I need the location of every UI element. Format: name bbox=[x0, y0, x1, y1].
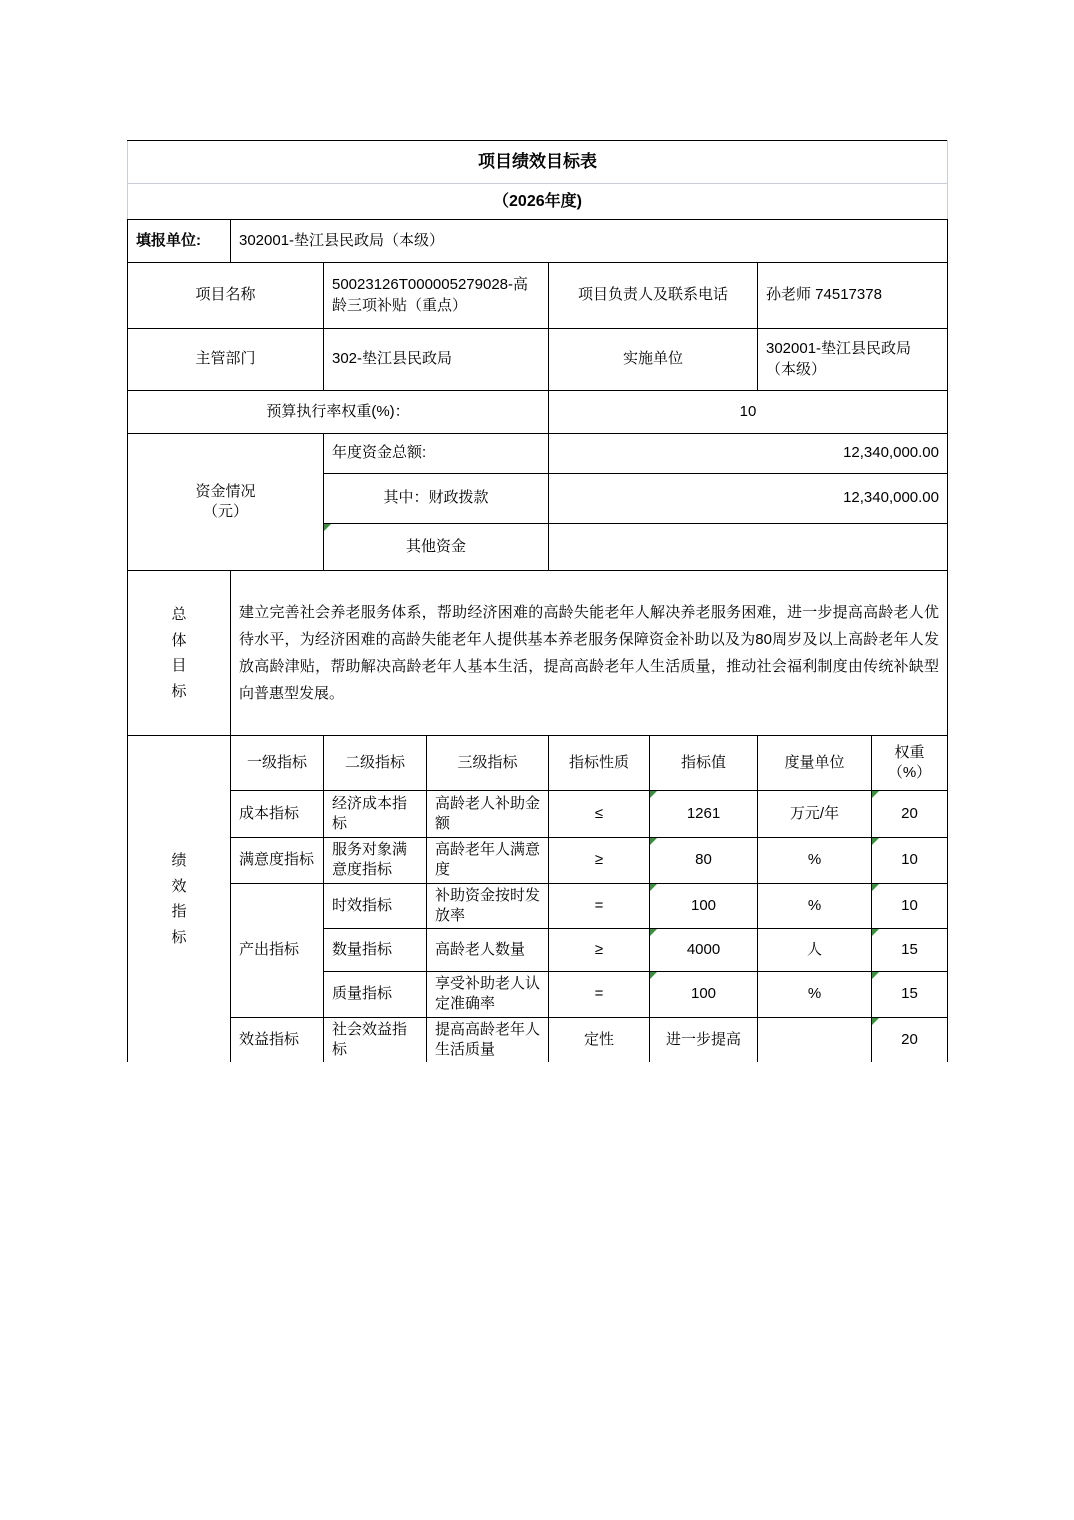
cell-note-marker-icon bbox=[650, 972, 657, 979]
indicators-group-label-text: 绩效指标 bbox=[171, 852, 187, 946]
cell-note-marker-icon bbox=[872, 884, 879, 891]
page-title: 项目绩效目标表 bbox=[128, 141, 948, 184]
indicator-value-text: 100 bbox=[690, 896, 717, 914]
indicator-nature: 定性 bbox=[549, 1017, 650, 1062]
indicator-nature: ≥ bbox=[549, 929, 650, 972]
indicator-nature: ≥ bbox=[549, 838, 650, 884]
funds-group-label-line1: 资金情况 bbox=[195, 482, 256, 500]
indicator-level2: 经济成本指标 bbox=[324, 791, 427, 838]
indicator-unit: 万元/年 bbox=[758, 791, 872, 838]
indicator-weight-text: 10 bbox=[901, 851, 918, 869]
department-label: 主管部门 bbox=[128, 329, 324, 391]
col-header-value: 指标值 bbox=[650, 736, 758, 791]
indicator-value bbox=[650, 972, 758, 1018]
indicator-value: 进一步提高 bbox=[650, 1017, 758, 1062]
indicator-level1: 产出指标 bbox=[231, 883, 324, 1017]
cell-note-marker-icon bbox=[872, 929, 879, 936]
col-header-unit: 度量单位 bbox=[758, 736, 872, 791]
table-row bbox=[128, 883, 948, 929]
funds-fiscal-label: 其中：财政拨款 bbox=[324, 474, 549, 524]
indicator-level1: 效益指标 bbox=[231, 1017, 324, 1062]
col-header-level3: 三级指标 bbox=[427, 736, 549, 791]
indicator-weight-text: 15 bbox=[901, 940, 918, 958]
project-name-label: 项目名称 bbox=[128, 263, 324, 329]
indicator-nature: = bbox=[549, 883, 650, 929]
indicator-level1: 满意度指标 bbox=[231, 838, 324, 884]
table-row bbox=[128, 838, 948, 884]
implement-unit-label: 实施单位 bbox=[549, 329, 758, 391]
cell-note-marker-icon bbox=[650, 929, 657, 936]
indicator-unit: % bbox=[758, 838, 872, 884]
cell-note-marker-icon bbox=[650, 884, 657, 891]
indicator-level3: 补助资金按时发放率 bbox=[427, 883, 549, 929]
indicator-level3: 高龄老人数量 bbox=[427, 929, 549, 972]
indicator-weight bbox=[872, 791, 948, 838]
indicator-value bbox=[650, 929, 758, 972]
indicator-level3: 享受补助老人认定准确率 bbox=[427, 972, 549, 1018]
indicator-weight bbox=[872, 929, 948, 972]
cell-note-marker-icon bbox=[872, 1018, 879, 1025]
cell-note-marker-icon bbox=[872, 972, 879, 979]
funds-other-value bbox=[549, 524, 948, 571]
table-row bbox=[128, 791, 948, 838]
indicator-weight-text: 20 bbox=[901, 804, 918, 822]
budget-weight-label: 预算执行率权重(%)： bbox=[128, 391, 549, 434]
indicator-unit bbox=[758, 1017, 872, 1062]
indicator-value-text: 100 bbox=[690, 985, 717, 1003]
performance-target-table bbox=[127, 140, 948, 1062]
cell-note-marker-icon bbox=[324, 524, 331, 531]
report-unit-value: 302001-垫江县民政局（本级） bbox=[231, 220, 948, 263]
indicator-weight bbox=[872, 972, 948, 1018]
indicator-nature: ≤ bbox=[549, 791, 650, 838]
overall-goal-text: 建立完善社会养老服务体系，帮助经济困难的高龄失能老年人解决养老服务困难，进一步提高高龄老人优待水平，为经济困难的高龄失能老年人提供基本养老服务保障资金补助以及为80周岁及以上高龄老年人发放高龄津贴，帮助解决高龄老年人基本生活，提高高龄老年人生活质量，推动社会福利制度由传统补缺型向普惠型发展。 bbox=[231, 571, 948, 736]
indicator-value bbox=[650, 883, 758, 929]
cell-note-marker-icon bbox=[650, 791, 657, 798]
report-unit-label: 填报单位: bbox=[128, 220, 231, 263]
indicator-weight bbox=[872, 838, 948, 884]
funds-fiscal-value: 12,340,000.00 bbox=[549, 474, 948, 524]
overall-goal-label-text: 总体目标 bbox=[171, 606, 187, 700]
funds-total-label: 年度资金总额: bbox=[324, 434, 549, 474]
overall-goal-label bbox=[128, 571, 231, 736]
cell-note-marker-icon bbox=[650, 838, 657, 845]
project-leader-value: 孙老师 74517378 bbox=[758, 263, 948, 329]
budget-weight-value: 10 bbox=[549, 391, 948, 434]
indicator-weight-text: 20 bbox=[901, 1030, 918, 1048]
col-header-level2: 二级指标 bbox=[324, 736, 427, 791]
implement-unit-value: 302001-垫江县民政局（本级） bbox=[758, 329, 948, 391]
indicator-unit: % bbox=[758, 972, 872, 1018]
indicator-value-text: 1261 bbox=[686, 804, 721, 822]
indicator-unit: 人 bbox=[758, 929, 872, 972]
funds-total-value: 12,340,000.00 bbox=[549, 434, 948, 474]
indicator-weight bbox=[872, 883, 948, 929]
indicator-level2: 时效指标 bbox=[324, 883, 427, 929]
table-row bbox=[128, 1017, 948, 1062]
department-value: 302-垫江县民政局 bbox=[324, 329, 549, 391]
col-header-nature: 指标性质 bbox=[549, 736, 650, 791]
indicator-level1: 成本指标 bbox=[231, 791, 324, 838]
indicator-weight-text: 10 bbox=[901, 896, 918, 914]
indicator-value bbox=[650, 838, 758, 884]
funds-group-label bbox=[128, 434, 324, 571]
indicator-level2: 服务对象满意度指标 bbox=[324, 838, 427, 884]
indicator-level2: 社会效益指标 bbox=[324, 1017, 427, 1062]
funds-other-label bbox=[324, 524, 549, 571]
col-header-weight: 权重（%） bbox=[872, 736, 948, 791]
page-subtitle: （2026年度) bbox=[128, 184, 948, 220]
indicator-weight bbox=[872, 1017, 948, 1062]
project-name-value: 50023126T000005279028-高龄三项补贴（重点） bbox=[324, 263, 549, 329]
indicator-nature: = bbox=[549, 972, 650, 1018]
indicator-level3: 高龄老年人满意度 bbox=[427, 838, 549, 884]
project-leader-label: 项目负责人及联系电话 bbox=[549, 263, 758, 329]
indicator-level3: 高龄老人补助金额 bbox=[427, 791, 549, 838]
funds-other-label-text: 其他资金 bbox=[405, 537, 466, 555]
indicator-weight-text: 15 bbox=[901, 985, 918, 1003]
indicator-level3: 提高高龄老年人生活质量 bbox=[427, 1017, 549, 1062]
col-header-level1: 一级指标 bbox=[231, 736, 324, 791]
indicator-unit: % bbox=[758, 883, 872, 929]
indicators-group-label bbox=[128, 736, 231, 1063]
cell-note-marker-icon bbox=[872, 838, 879, 845]
indicator-level2: 质量指标 bbox=[324, 972, 427, 1018]
indicator-value-text: 80 bbox=[695, 851, 712, 869]
cell-note-marker-icon bbox=[872, 791, 879, 798]
indicator-value-text: 4000 bbox=[686, 940, 721, 958]
indicator-level2: 数量指标 bbox=[324, 929, 427, 972]
indicator-value bbox=[650, 791, 758, 838]
funds-group-label-line2: （元） bbox=[202, 503, 248, 520]
